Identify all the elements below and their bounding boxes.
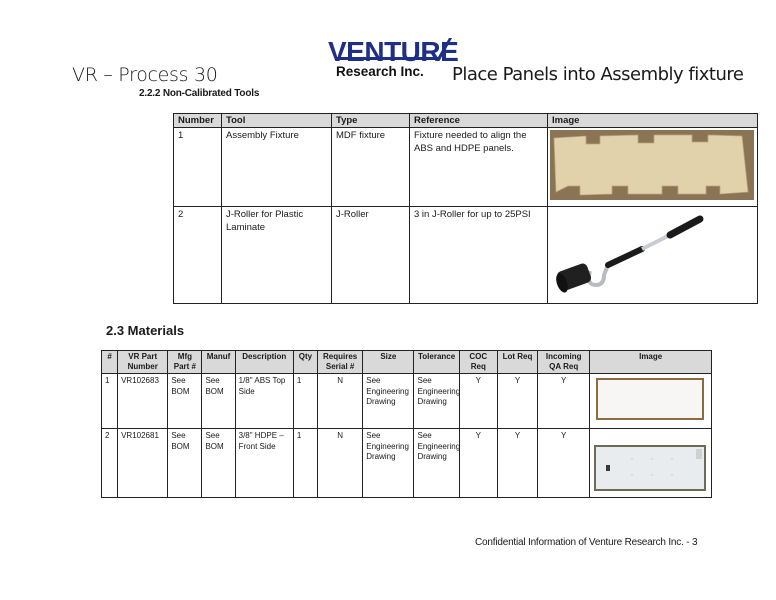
col-qty: Qty xyxy=(293,351,317,374)
col-mfg-part: Mfg Part # xyxy=(168,351,202,374)
process-step-title: Place Panels into Assembly fixture xyxy=(452,64,744,85)
table-row xyxy=(102,374,712,429)
cell-lot: Y xyxy=(497,374,537,429)
cell-qa: Y xyxy=(538,429,590,498)
cell-mfg-part: See BOM xyxy=(168,429,202,498)
cell-description: 3/8" HDPE – Front Side xyxy=(235,429,293,498)
col-requires-serial: Requires Serial # xyxy=(318,351,363,374)
col-coc-req: COC Req xyxy=(459,351,497,374)
col-number: Number xyxy=(174,114,222,128)
col-type: Type xyxy=(332,114,410,128)
cell-num: 2 xyxy=(102,429,118,498)
materials-header-row xyxy=(102,351,712,374)
col-incoming-qa-req: Incoming QA Req xyxy=(538,351,590,374)
abs-panel-photo xyxy=(592,376,708,422)
col-size: Size xyxy=(363,351,414,374)
cell-size: See Engineering Drawing xyxy=(363,374,414,429)
cell-number: 1 xyxy=(174,128,222,207)
cell-tool: J-Roller for Plastic Laminate xyxy=(222,207,332,304)
cell-type: MDF fixture xyxy=(332,128,410,207)
cell-vr-part: VR102681 xyxy=(118,429,168,498)
table-row xyxy=(174,207,758,304)
logo-brand-line1: VENTURE xyxy=(328,36,459,67)
col-description: Description xyxy=(235,351,293,374)
materials-section-heading: 2.3 Materials xyxy=(106,323,185,338)
cell-description: 1/8" ABS Top Side xyxy=(235,374,293,429)
cell-vr-part: VR102683 xyxy=(118,374,168,429)
cell-size: See Engineering Drawing xyxy=(363,429,414,498)
venture-research-logo xyxy=(328,34,459,82)
materials-table xyxy=(101,350,712,498)
col-lot-req: Lot Req xyxy=(497,351,537,374)
cell-qty: 1 xyxy=(293,429,317,498)
cell-coc: Y xyxy=(459,429,497,498)
cell-lot: Y xyxy=(497,429,537,498)
cell-serial: N xyxy=(318,374,363,429)
cell-qa: Y xyxy=(538,374,590,429)
col-vr-part-number: VR Part Number xyxy=(118,351,168,374)
col-image: Image xyxy=(590,351,712,374)
j-roller-photo xyxy=(550,209,754,297)
cell-manuf: See BOM xyxy=(202,429,235,498)
cell-image xyxy=(548,128,758,207)
tools-table xyxy=(173,113,758,304)
cell-manuf: See BOM xyxy=(202,374,235,429)
confidential-footer: Confidential Information of Venture Research Inc. - 3 xyxy=(475,537,698,548)
cell-reference: Fixture needed to align the ABS and HDPE panels. xyxy=(410,128,548,207)
table-row xyxy=(174,128,758,207)
col-image: Image xyxy=(548,114,758,128)
col-reference: Reference xyxy=(410,114,548,128)
cell-qty: 1 xyxy=(293,374,317,429)
hdpe-panel-photo xyxy=(592,431,708,491)
cell-reference: 3 in J-Roller for up to 25PSI xyxy=(410,207,548,304)
cell-type: J-Roller xyxy=(332,207,410,304)
logo-brand-line2: Research Inc. xyxy=(336,64,424,79)
cell-mfg-part: See BOM xyxy=(168,374,202,429)
cell-number: 2 xyxy=(174,207,222,304)
col-manuf: Manuf xyxy=(202,351,235,374)
cell-image xyxy=(590,429,712,498)
cell-image xyxy=(548,207,758,304)
col-num: # xyxy=(102,351,118,374)
tools-header-row xyxy=(174,114,758,128)
cell-num: 1 xyxy=(102,374,118,429)
cell-image xyxy=(590,374,712,429)
cell-tolerance: See Engineering Drawing xyxy=(414,374,459,429)
cell-tolerance: See Engineering Drawing xyxy=(414,429,459,498)
tools-section-heading: 2.2.2 Non-Calibrated Tools xyxy=(139,88,260,99)
col-tool: Tool xyxy=(222,114,332,128)
mdf-fixture-photo xyxy=(550,130,754,200)
table-row xyxy=(102,429,712,498)
cell-tool: Assembly Fixture xyxy=(222,128,332,207)
process-title: VR – Process 30 xyxy=(72,64,218,86)
col-tolerance: Tolerance xyxy=(414,351,459,374)
cell-coc: Y xyxy=(459,374,497,429)
cell-serial: N xyxy=(318,429,363,498)
